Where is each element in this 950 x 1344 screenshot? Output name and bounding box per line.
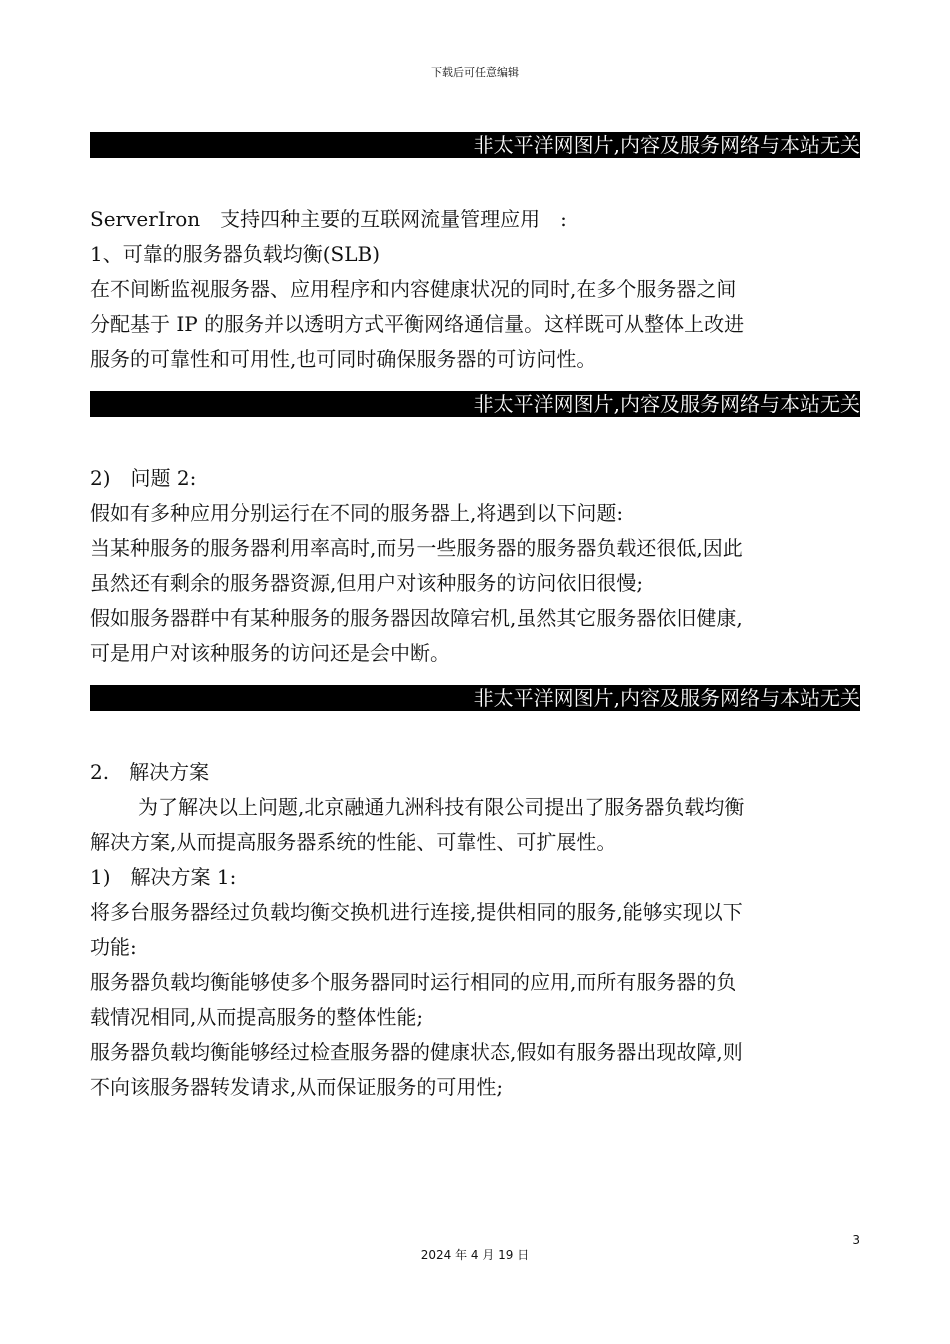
paragraph-line: ServerIron 支持四种主要的互联网流量管理应用 : [90, 207, 567, 231]
paragraph-line: 将多台服务器经过负载均衡交换机进行连接,提供相同的服务,能够实现以下 [90, 900, 743, 924]
document-body [90, 132, 860, 1105]
image-placeholder-banner: 非太平洋网图片,内容及服务网络与本站无关 [90, 685, 860, 711]
page-number: 3 [852, 1233, 860, 1247]
paragraph-line: 假如有多种应用分别运行在不同的服务器上,将遇到以下问题: [90, 501, 624, 525]
paragraph-line: 1、可靠的服务器负载均衡(SLB) [90, 242, 381, 266]
paragraph-line: 为了解决以上问题,北京融通九洲科技有限公司提出了服务器负载均衡 [138, 795, 745, 819]
page-footer-date: 2024 年 4 月 19 日 [420, 1248, 530, 1262]
paragraph-line: 当某种服务的服务器利用率高时,而另一些服务器的服务器负载还很低,因此 [90, 536, 743, 560]
section-heading: 2. 解决方案 [90, 760, 210, 784]
paragraph-line: 分配基于 IP 的服务并以透明方式平衡网络通信量。这样既可从整体上改进 [90, 312, 745, 336]
paragraph-line: 可是用户对该种服务的访问还是会中断。 [90, 641, 450, 665]
image-placeholder-banner: 非太平洋网图片,内容及服务网络与本站无关 [90, 132, 860, 158]
page-header: 下载后可任意编辑 [431, 66, 519, 79]
paragraph-line: 服务器负载均衡能够使多个服务器同时运行相同的应用,而所有服务器的负 [90, 970, 737, 994]
paragraph-line: 1) 解决方案 1: [90, 865, 237, 889]
section-solution [90, 755, 860, 1105]
section-problem-2 [90, 461, 860, 671]
paragraph-line: 解决方案,从而提高服务器系统的性能、可靠性、可扩展性。 [90, 830, 617, 854]
section-serveriron [90, 202, 860, 377]
paragraph-line: 服务器负载均衡能够经过检查服务器的健康状态,假如有服务器出现故障,则 [90, 1040, 743, 1064]
paragraph-line: 载情况相同,从而提高服务的整体性能; [90, 1005, 424, 1029]
paragraph-line: 2) 问题 2: [90, 466, 197, 490]
paragraph-line: 假如服务器群中有某种服务的服务器因故障宕机,虽然其它服务器依旧健康, [90, 606, 743, 630]
paragraph-line: 功能: [90, 935, 137, 959]
paragraph-line: 虽然还有剩余的服务器资源,但用户对该种服务的访问依旧很慢; [90, 571, 644, 595]
image-placeholder-banner: 非太平洋网图片,内容及服务网络与本站无关 [90, 391, 860, 417]
paragraph-line: 服务的可靠性和可用性,也可同时确保服务器的可访问性。 [90, 347, 597, 371]
paragraph-line: 不向该服务器转发请求,从而保证服务的可用性; [90, 1075, 504, 1099]
paragraph-line: 在不间断监视服务器、应用程序和内容健康状况的同时,在多个服务器之间 [90, 277, 737, 301]
